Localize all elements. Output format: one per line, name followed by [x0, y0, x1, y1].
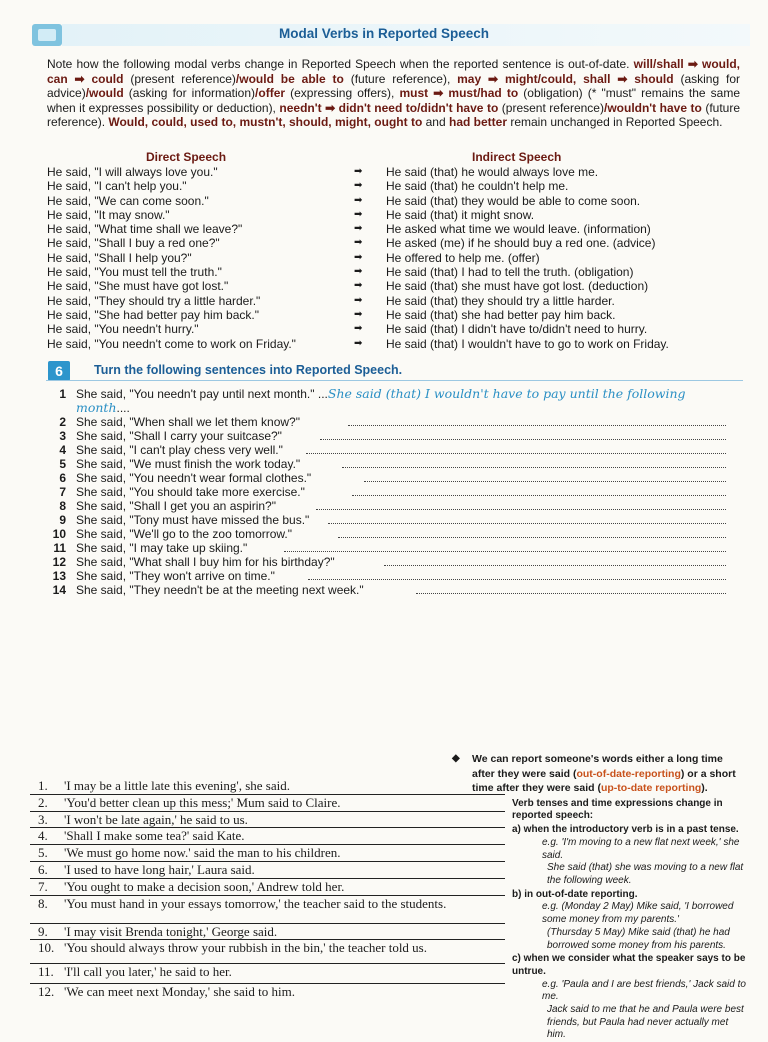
indirect-cell: He asked what time we would leave. (information) [386, 222, 651, 237]
exercise-item [48, 485, 738, 499]
arrow-icon: ➡ [354, 194, 363, 206]
tip-rule-b: b) in out-of-date reporting. [512, 888, 638, 900]
item-prompt: She said, "They needn't be at the meeting next week." [76, 583, 364, 597]
direct-cell: He said, "We can come soon." [47, 193, 209, 208]
tip-example: (Thursday 5 May) Mike said (that) he had borrowed some money from his parents. [547, 926, 730, 951]
sentence-text: 'I used to have long hair,' Laura said. [64, 861, 255, 877]
table-row [47, 265, 747, 279]
sentence-text: 'Shall I make some tea?' said Kate. [64, 828, 245, 844]
exercise-item [48, 513, 738, 527]
answer-line[interactable] [384, 565, 726, 566]
item-prompt: She said, "Shall I carry your suitcase?" [76, 429, 282, 443]
exercise-item [48, 457, 738, 471]
answer-line[interactable] [328, 523, 726, 524]
direct-cell: He said, "She had better pay him back." [47, 307, 259, 322]
table-row [47, 322, 747, 336]
list-item: 1. 'I may be a little late this evening', she said. [30, 778, 505, 795]
answer-line[interactable] [352, 495, 726, 496]
sentence-text: 'I may visit Brenda tonight,' George said. [64, 923, 278, 939]
direct-cell: He said, "She must have got lost." [47, 279, 229, 294]
direct-cell: He said, "Shall I help you?" [47, 250, 192, 265]
exercise-item [48, 415, 738, 429]
list-item: 4. 'Shall I make some tea?' said Kate. [30, 828, 505, 845]
item-prompt: She said, "We must finish the work today." [76, 457, 301, 471]
handwritten-exercise [30, 778, 505, 1000]
table-row [47, 208, 747, 222]
arrow-icon: ➡ [354, 294, 363, 306]
exercise-item [48, 569, 738, 583]
sentence-text: 'You must hand in your essays tomorrow,' the teacher said to the students. [64, 895, 447, 911]
exercise-item [48, 499, 738, 513]
item-prompt: She said, "You needn't pay until next month." ... [76, 387, 328, 401]
indirect-cell: He offered to help me. (offer) [386, 250, 540, 265]
arrow-icon: ➡ [354, 323, 363, 335]
indirect-cell: He said (that) it might snow. [386, 207, 535, 222]
arrow-icon: ➡ [354, 266, 363, 278]
item-number: 13 [52, 569, 66, 583]
table-row [47, 222, 747, 236]
page-title: Modal Verbs in Reported Speech [278, 26, 490, 41]
list-item: 8. 'You must hand in your essays tomorrow,' the teacher said to the students. [30, 896, 505, 924]
item-number: 9 [59, 513, 66, 527]
arrow-icon: ➡ [354, 208, 363, 220]
exercise-item [48, 555, 738, 569]
list-item: 6. 'I used to have long hair,' Laura said. [30, 862, 505, 879]
item-number: 12 [52, 555, 66, 569]
example-answer-cont: month [76, 400, 117, 415]
indirect-cell: He said (that) they should try a little harder. [386, 293, 615, 308]
list-item: 7. 'You ought to make a decision soon,' Andrew told her. [30, 879, 505, 896]
table-row [47, 308, 747, 322]
list-item: 12. 'We can meet next Monday,' she said to him. [38, 984, 295, 1000]
list-item: 5. 'We must go home now.' said the man to his children. [30, 845, 505, 862]
indirect-speech-header: Indirect Speech [472, 150, 562, 164]
direct-cell: He said, "I will always love you." [47, 165, 218, 179]
sentence-text: 'You ought to make a decision soon,' Andrew told her. [64, 878, 345, 894]
item-number: 2 [59, 415, 66, 429]
table-row [47, 236, 747, 250]
exercise-item [48, 583, 738, 597]
item-number: 8 [59, 499, 66, 513]
arrow-icon: ➡ [354, 251, 363, 263]
tip-example: She said (that) she was moving to a new flat the following week. [547, 862, 744, 886]
sentence-text: 'You'd better clean up this mess;' Mum said to Claire. [64, 794, 341, 810]
arrow-icon: ➡ [354, 280, 363, 292]
grammar-tip-box [452, 752, 748, 1042]
list-item: 10. 'You should always throw your rubbish in the bin,' the teacher told us. [30, 940, 505, 964]
indirect-cell: He said (that) she had better pay him back. [386, 307, 616, 322]
intro-paragraph: Note how the following modal verbs change in Reported Speech when the reported sentence is out-of-date. will/shall ➡ would, can ➡ could (present reference)/would be able to (future reference), may ➡ might/could, shall ➡ should (asking for advice)/would (asking for information)/offer (expressing offers), must ➡ must/had to (obligation) (* "must" remains the same when it expresses possibility or deduction), needn't ➡ didn't need to/didn't have to (present reference)/wouldn't have to (future reference). Would, could, used to, mustn't, should, might, ought to and had better remain unchanged in Reported Speech. [47, 57, 741, 130]
indirect-cell: He said (that) he would always love me. [386, 165, 599, 179]
indirect-cell: He asked (me) if he should buy a red one. (advice) [386, 236, 656, 251]
item-prompt: She said, "You should take more exercise." [76, 485, 305, 499]
answer-line[interactable] [306, 453, 726, 454]
speech-table [47, 165, 747, 351]
list-item: 2. 'You'd better clean up this mess;' Mum said to Claire. [30, 795, 505, 812]
exercise-item: 1 She said, "You needn't pay until next month." ...She said (that) I wouldn't have to pay until the following month.... [48, 387, 738, 415]
list-item: 11. 'I'll call you later,' he said to her. [30, 964, 505, 984]
direct-cell: He said, "It may snow." [47, 207, 170, 222]
table-row [47, 294, 747, 308]
arrow-icon: ➡ [354, 180, 363, 192]
item-number: 6 [59, 471, 66, 485]
direct-cell: He said, "I can't help you." [47, 179, 187, 194]
arrow-icon: ➡ [354, 337, 363, 349]
sentence-text: 'I won't be late again,' he said to us. [64, 811, 248, 827]
item-prompt: She said, "Shall I get you an aspirin?" [76, 499, 276, 513]
item-number: 14 [52, 583, 66, 597]
item-number: 3 [59, 429, 66, 443]
table-row [47, 251, 747, 265]
sentence-text: 'We must go home now.' said the man to his children. [64, 845, 341, 861]
table-row [47, 165, 747, 179]
sentence-text: 'We can meet next Monday,' she said to him. [64, 984, 295, 1000]
answer-line[interactable] [342, 467, 726, 468]
answer-line[interactable] [338, 537, 726, 538]
arrow-icon: ➡ [354, 166, 363, 177]
indirect-cell: He said (that) I didn't have to/didn't need to hurry. [386, 322, 648, 337]
item-prompt: She said, "We'll go to the zoo tomorrow." [76, 527, 293, 541]
answer-line[interactable] [416, 593, 726, 594]
indirect-cell: He said (that) I had to tell the truth. (obligation) [386, 265, 634, 280]
answer-line[interactable] [364, 481, 726, 482]
tip-section: Verb tenses and time expressions change in reported speech: [512, 797, 723, 822]
answer-line[interactable] [320, 439, 726, 440]
list-item: 3. 'I won't be late again,' he said to us. [30, 812, 505, 829]
arrow-icon: ➡ [354, 237, 363, 249]
table-row [47, 279, 747, 293]
direct-cell: He said, "You needn't hurry." [47, 322, 199, 337]
example-answer: She said (that) I wouldn't have to pay until the following [327, 386, 686, 401]
tip-rule-c: c) when we consider what the speaker says to be untrue. [512, 953, 746, 977]
tip-example: e.g. 'Paula and I are best friends,' Jack said to me. [542, 978, 746, 1003]
answer-line[interactable] [348, 425, 726, 426]
item-prompt: She said, "What shall I buy him for his birthday?" [76, 555, 335, 569]
item-prompt: She said, "When shall we let them know?" [76, 415, 300, 429]
sentence-text: 'I may be a little late this evening', she said. [64, 778, 290, 793]
exercise-item [48, 443, 738, 457]
exercise-item [48, 541, 738, 555]
table-row [47, 179, 747, 193]
tip-rule-a: a) when the introductory verb is in a past tense. [512, 824, 739, 836]
arrow-icon: ➡ [354, 308, 363, 320]
direct-speech-header: Direct Speech [146, 150, 227, 164]
indirect-cell: He said (that) he couldn't help me. [386, 179, 569, 194]
indirect-cell: He said (that) they would be able to come soon. [386, 193, 641, 208]
tip-example: e.g. 'I'm moving to a new flat next week,' she said. [542, 836, 740, 861]
exercise-number-badge: 6 [48, 361, 70, 381]
list-item: 9. 'I may visit Brenda tonight,' George said. [30, 924, 505, 941]
arrow-icon: ➡ [354, 223, 363, 235]
exercise-title: Turn the following sentences into Reported Speech. [94, 363, 403, 377]
table-row [47, 337, 747, 351]
indirect-cell: He said (that) I wouldn't have to go to work on Friday. [386, 336, 669, 351]
item-prompt: She said, "They won't arrive on time." [76, 569, 275, 583]
exercise-list [48, 387, 738, 597]
diamond-icon: ◆ [452, 753, 460, 764]
answer-line[interactable] [308, 579, 726, 580]
direct-cell: He said, "You must tell the truth." [47, 265, 222, 280]
exercise-divider [46, 380, 743, 381]
item-number: 7 [59, 485, 66, 499]
item-prompt: She said, "Tony must have missed the bus." [76, 513, 310, 527]
indirect-cell: He said (that) she must have got lost. (deduction) [386, 279, 649, 294]
direct-cell: He said, "Shall I buy a red one?" [47, 236, 220, 251]
item-number: 1 [59, 387, 66, 401]
answer-line[interactable] [284, 551, 726, 552]
tip-lead: ◆ We can report someone's words either a long time after they were said (out-of-date-reporting) or a short time after they were said (up-to-date reporting). [452, 753, 736, 795]
exercise-item [48, 429, 738, 443]
direct-cell: He said, "What time shall we leave?" [47, 222, 243, 237]
item-prompt: She said, "You needn't wear formal clothes." [76, 471, 312, 485]
item-number: 11 [53, 541, 66, 555]
item-number: 5 [59, 457, 66, 471]
sentence-text: 'I'll call you later,' he said to her. [64, 964, 232, 980]
item-number: 4 [59, 443, 66, 457]
answer-line[interactable] [316, 509, 726, 510]
sentence-text: 'You should always throw your rubbish in the bin,' the teacher told us. [64, 940, 427, 956]
item-prompt: She said, "I can't play chess very well." [76, 443, 283, 457]
direct-cell: He said, "They should try a little harder." [47, 293, 261, 308]
item-number: 10 [52, 527, 66, 541]
tip-example: Jack said to me that he and Paula were best friends, but Paula had never actually met him. [547, 1004, 744, 1041]
exercise-item [48, 527, 738, 541]
direct-cell: He said, "You needn't come to work on Friday." [47, 336, 296, 351]
item-prompt: She said, "I may take up skiing." [76, 541, 248, 555]
table-row [47, 194, 747, 208]
tip-example: e.g. (Monday 2 May) Mike said, 'I borrowed some money from my parents.' [542, 901, 734, 926]
exercise-item [48, 471, 738, 485]
